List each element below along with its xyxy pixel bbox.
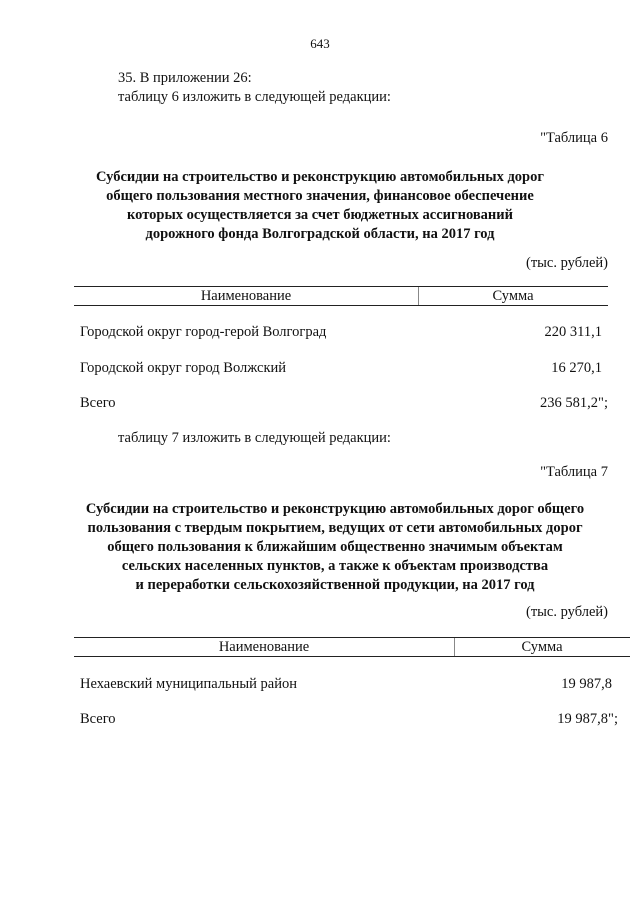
table6-label: "Таблица 6 xyxy=(540,130,608,146)
table6-row-name: Городской округ город Волжский xyxy=(80,360,287,376)
page-number: 643 xyxy=(310,36,330,51)
table7-label: "Таблица 7 xyxy=(540,464,608,480)
table6-title-line: которых осуществляется за счет бюджетных ассигнований xyxy=(126,207,513,223)
table6-row-name: Городской округ город-герой Волгоград xyxy=(80,324,327,340)
table6-header-bottom-rule xyxy=(74,305,608,306)
table7-row-amount: 19 987,8"; xyxy=(557,711,618,727)
table7-title-line: Субсидии на строительство и реконструкцию автомобильных дорог общего xyxy=(85,501,585,517)
instruction-table6: таблицу 6 изложить в следующей редакции: xyxy=(118,89,391,105)
table6-row-name: Всего xyxy=(80,395,116,411)
table7-title-line: сельских населенных пунктов, а также к объектам производства xyxy=(121,558,549,574)
table7-header-name: Наименование xyxy=(218,639,310,655)
table7-row-name: Всего xyxy=(80,711,116,727)
table7-title-line: общего пользования к ближайшим общественно значимым объектам xyxy=(107,539,563,555)
table6-row-amount: 16 270,1 xyxy=(551,360,602,376)
table6-title-line: общего пользования местного значения, финансовое обеспечение xyxy=(106,188,534,204)
table6-title-line: дорожного фонда Волгоградской области, на 2017 год xyxy=(145,226,495,242)
table6-title-line: Субсидии на строительство и реконструкцию автомобильных дорог xyxy=(96,169,544,185)
table7-row-name: Нехаевский муниципальный район xyxy=(80,676,298,692)
table6-title xyxy=(60,168,580,244)
table7-header-top-rule xyxy=(74,637,630,638)
table7-header-bottom-rule xyxy=(74,656,630,657)
table6-header-amount: Сумма xyxy=(492,288,534,304)
table7-title-line: пользования с твердым покрытием, ведущих от сети автомобильных дорог xyxy=(87,520,583,536)
table6-header-top-rule xyxy=(74,286,608,287)
amendment-point: 35. В приложении 26: xyxy=(118,70,252,86)
table7-title-line: и переработки сельскохозяйственной продукции, на 2017 год xyxy=(135,577,535,593)
table6-units: (тыс. рублей) xyxy=(526,255,608,271)
table6-header-name: Наименование xyxy=(200,288,292,304)
table6-row-amount: 236 581,2"; xyxy=(540,395,608,411)
table7-header-amount: Сумма xyxy=(521,639,563,655)
table7-row-amount: 19 987,8 xyxy=(561,676,612,692)
table7-title xyxy=(40,500,630,595)
table7-units: (тыс. рублей) xyxy=(526,604,608,620)
table6-row-amount: 220 311,1 xyxy=(544,324,602,340)
instruction-table7: таблицу 7 изложить в следующей редакции: xyxy=(118,430,391,446)
